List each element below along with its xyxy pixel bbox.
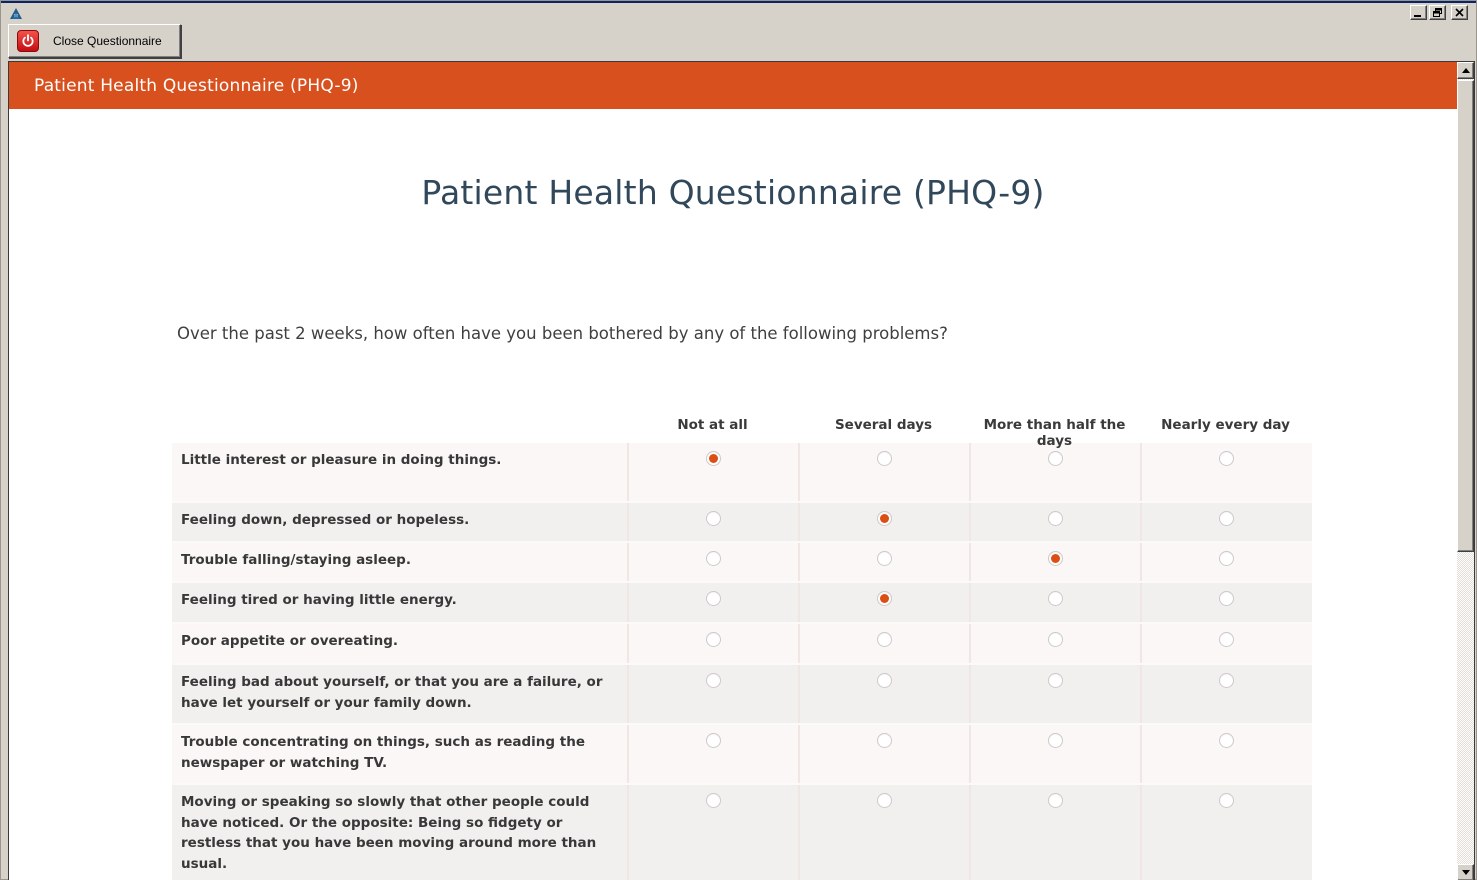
radio-q5-col2[interactable]	[1048, 632, 1063, 647]
radio-q6-col0[interactable]	[706, 673, 721, 688]
question-text: Feeling bad about yourself, or that you are a failure, or have let yourself or your family down.	[181, 674, 603, 711]
vertical-scrollbar[interactable]	[1457, 62, 1474, 880]
question-text: Little interest or pleasure in doing things.	[181, 452, 502, 468]
close-questionnaire-label: Close Questionnaire	[53, 34, 162, 48]
column-header-several-days: Several days	[834, 417, 933, 433]
header-bar-title: Patient Health Questionnaire (PHQ-9)	[34, 75, 359, 96]
answer-cell	[627, 583, 798, 622]
answer-cell	[1140, 725, 1311, 783]
radio-q1-col1[interactable]	[877, 451, 892, 466]
radio-q5-col0[interactable]	[706, 632, 721, 647]
answer-cell	[627, 503, 798, 541]
answer-cell	[969, 785, 1140, 880]
answer-cell	[969, 543, 1140, 581]
radio-q1-col3[interactable]	[1219, 451, 1234, 466]
radio-q1-col2[interactable]	[1048, 451, 1063, 466]
answer-cell	[1140, 543, 1311, 581]
answer-cell	[798, 725, 969, 783]
answer-cell	[627, 665, 798, 723]
radio-q5-col1[interactable]	[877, 632, 892, 647]
radio-q2-col0[interactable]	[706, 511, 721, 526]
radio-q4-col1[interactable]	[877, 591, 892, 606]
questionnaire-content	[9, 62, 1457, 880]
radio-q3-col0[interactable]	[706, 551, 721, 566]
radio-q2-col2[interactable]	[1048, 511, 1063, 526]
column-header-nearly-every-day: Nearly every day	[1161, 417, 1290, 433]
answer-cell	[798, 665, 969, 723]
questionnaire-prompt: Over the past 2 weeks, how often have you been bothered by any of the following problems?	[177, 324, 948, 343]
restore-button[interactable]	[1429, 5, 1446, 20]
answer-cell	[627, 725, 798, 783]
radio-q7-col0[interactable]	[706, 733, 721, 748]
answer-cell	[798, 443, 969, 501]
minimize-button[interactable]	[1410, 5, 1427, 20]
question-text: Trouble falling/staying asleep.	[181, 552, 411, 568]
answer-cell	[969, 503, 1140, 541]
up-arrow-icon	[1462, 68, 1470, 73]
app-logo-icon	[9, 7, 23, 20]
question-row	[172, 503, 1312, 543]
radio-q8-col1[interactable]	[877, 793, 892, 808]
radio-q2-col1[interactable]	[877, 511, 892, 526]
answer-cell	[798, 583, 969, 622]
radio-q4-col2[interactable]	[1048, 591, 1063, 606]
answer-cell	[627, 543, 798, 581]
answer-cell	[1140, 665, 1311, 723]
answer-cell	[627, 624, 798, 663]
radio-q8-col2[interactable]	[1048, 793, 1063, 808]
window-controls	[1410, 5, 1468, 20]
question-text: Poor appetite or overeating.	[181, 633, 399, 649]
question-text: Moving or speaking so slowly that other people could have noticed. Or the opposite: Being so fidgety or restless that you have been moving around more than usual.	[181, 794, 597, 872]
answer-cell	[969, 665, 1140, 723]
column-header-more-than-half: More than half the days	[983, 417, 1126, 449]
question-row	[172, 443, 1312, 503]
question-text: Feeling tired or having little energy.	[181, 592, 457, 608]
radio-q4-col0[interactable]	[706, 591, 721, 606]
close-questionnaire-button[interactable]	[8, 24, 181, 58]
answer-cell	[627, 443, 798, 501]
answer-cell	[798, 543, 969, 581]
answer-cell	[798, 624, 969, 663]
question-text: Feeling down, depressed or hopeless.	[181, 512, 470, 528]
scroll-up-button[interactable]	[1457, 62, 1474, 79]
close-window-button[interactable]	[1451, 5, 1468, 20]
radio-q5-col3[interactable]	[1219, 632, 1234, 647]
questionnaire-table	[172, 417, 1312, 880]
question-text: Trouble concentrating on things, such as reading the newspaper or watching TV.	[181, 734, 585, 771]
radio-q7-col3[interactable]	[1219, 733, 1234, 748]
radio-q4-col3[interactable]	[1219, 591, 1234, 606]
question-row	[172, 725, 1312, 785]
answer-cell	[627, 785, 798, 880]
answer-cell	[969, 443, 1140, 501]
question-row	[172, 785, 1312, 880]
radio-q7-col2[interactable]	[1048, 733, 1063, 748]
question-row	[172, 583, 1312, 624]
radio-q2-col3[interactable]	[1219, 511, 1234, 526]
question-row	[172, 543, 1312, 583]
scrollbar-thumb[interactable]	[1457, 80, 1474, 552]
answer-cell	[969, 583, 1140, 622]
radio-q3-col2[interactable]	[1048, 551, 1063, 566]
answer-cell	[1140, 443, 1311, 501]
answer-cell	[969, 624, 1140, 663]
radio-q7-col1[interactable]	[877, 733, 892, 748]
question-row	[172, 624, 1312, 665]
radio-q8-col3[interactable]	[1219, 793, 1234, 808]
questionnaire-frame	[8, 61, 1475, 880]
answer-cell	[798, 785, 969, 880]
radio-q6-col1[interactable]	[877, 673, 892, 688]
column-header-not-at-all: Not at all	[677, 417, 748, 433]
radio-q6-col3[interactable]	[1219, 673, 1234, 688]
radio-q1-col0[interactable]	[706, 451, 721, 466]
page-title: Patient Health Questionnaire (PHQ-9)	[421, 173, 1045, 212]
answer-cell	[1140, 624, 1311, 663]
radio-q6-col2[interactable]	[1048, 673, 1063, 688]
radio-q8-col0[interactable]	[706, 793, 721, 808]
answer-cell	[1140, 583, 1311, 622]
radio-q3-col3[interactable]	[1219, 551, 1234, 566]
answer-cell	[969, 725, 1140, 783]
answer-cell	[798, 503, 969, 541]
radio-q3-col1[interactable]	[877, 551, 892, 566]
answer-cell	[1140, 503, 1311, 541]
power-icon	[17, 30, 39, 52]
titlebar[interactable]	[1, 3, 1476, 23]
scroll-down-button[interactable]	[1457, 864, 1474, 880]
question-rows	[172, 443, 1312, 880]
answer-column-headers	[172, 417, 1312, 449]
toolbar	[1, 23, 1476, 61]
orange-header-bar	[9, 62, 1457, 109]
answer-cell	[1140, 785, 1311, 880]
question-row	[172, 665, 1312, 725]
down-arrow-icon	[1462, 870, 1470, 875]
